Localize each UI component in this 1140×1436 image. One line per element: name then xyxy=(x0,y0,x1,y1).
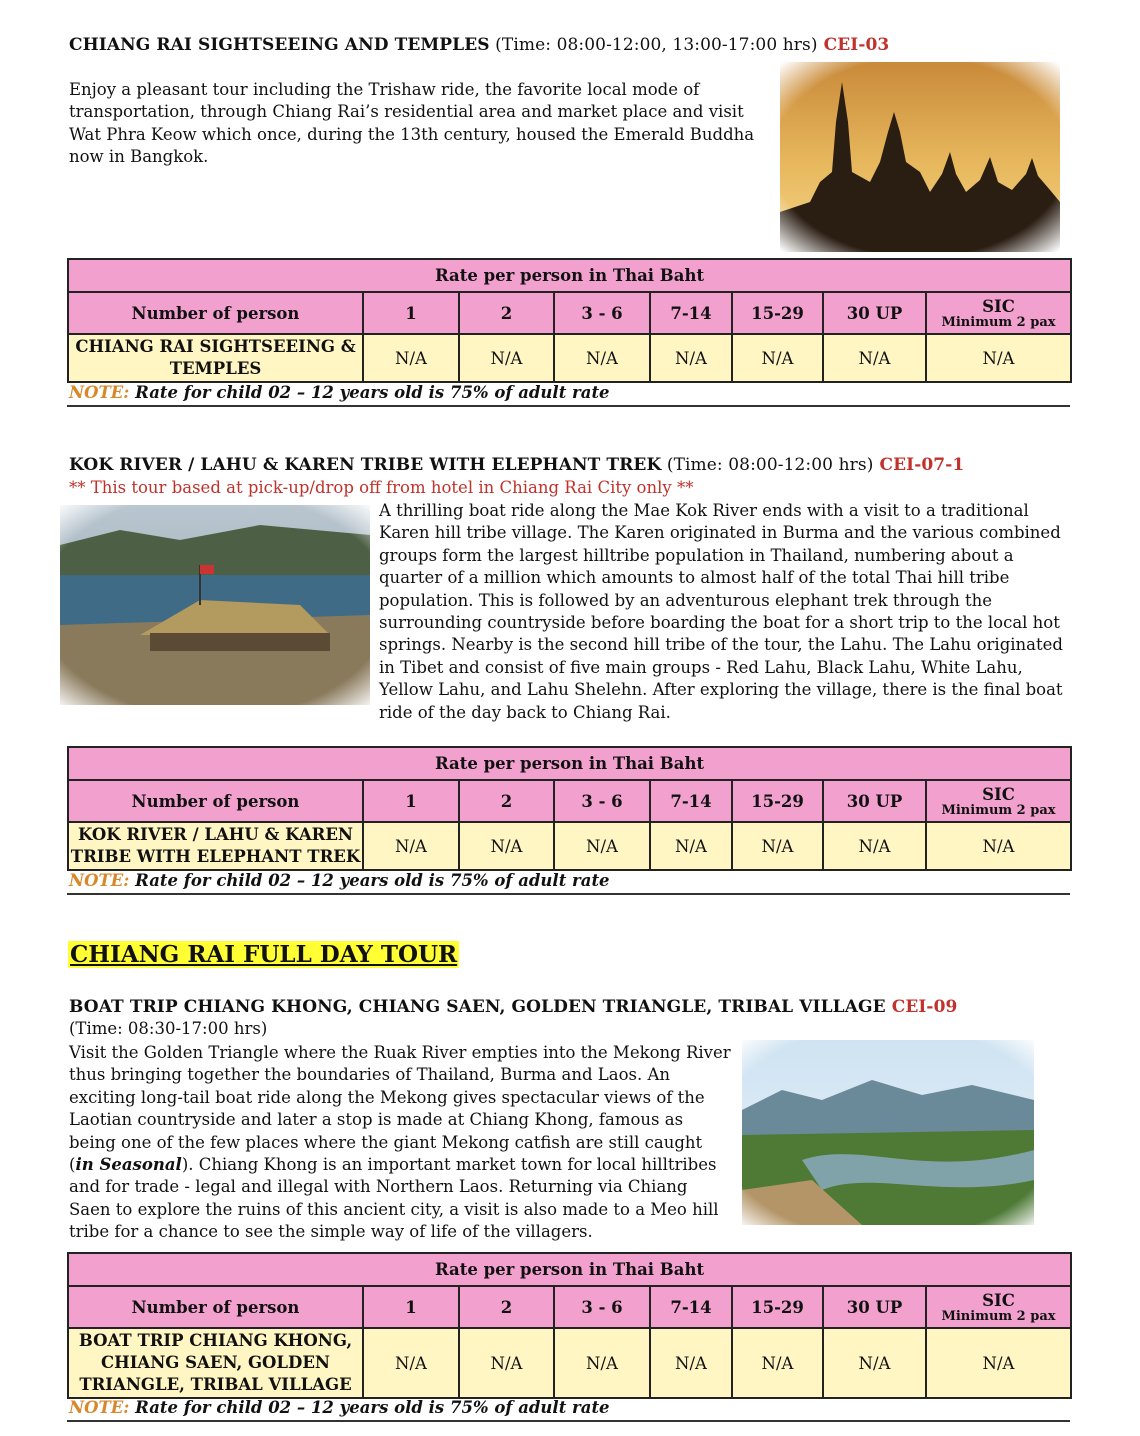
row-name xyxy=(68,1328,363,1398)
description-italic: in Seasonal xyxy=(75,1155,182,1175)
description-text: Enjoy a pleasant tour including the Trishaw ride, the favorite local mode of transportation, through Chiang Rai’s residential area and market place and visit Wat Phra Keow which once, during the 13th century, housed the Emerald Buddha now in Bangkok. xyxy=(69,80,755,167)
rate-cell: N/A xyxy=(650,1328,732,1398)
rate-cell: N/A xyxy=(363,334,459,382)
col-15-29: 15-29 xyxy=(732,292,823,334)
divider xyxy=(67,893,1070,895)
col-7-14: 7-14 xyxy=(650,292,732,334)
tour-3-title-line xyxy=(69,997,957,1017)
rate-header: Rate per person in Thai Baht xyxy=(68,259,1071,292)
note-text: Rate for child 02 – 12 years old is 75% of adult rate xyxy=(129,383,610,402)
rate-cell: N/A xyxy=(459,334,554,382)
col-30-up: 30 UP xyxy=(823,292,926,334)
note-label: NOTE: xyxy=(69,871,130,890)
tour-title: KOK RIVER / LAHU & KAREN TRIBE WITH ELEPHANT TREK xyxy=(69,455,662,475)
sic-minimum: Minimum 2 pax xyxy=(941,1308,1056,1324)
tour-3-time: (Time: 08:30-17:00 hrs) xyxy=(69,1019,268,1038)
tour-title: CHIANG RAI SIGHTSEEING AND TEMPLES xyxy=(69,35,490,55)
row-name xyxy=(68,334,363,382)
col-number-of-person: Number of person xyxy=(68,292,363,334)
divider xyxy=(67,1420,1070,1422)
rate-cell: N/A xyxy=(823,1328,926,1398)
rate-cell: N/A xyxy=(823,822,926,870)
sic-label: SIC xyxy=(982,1290,1015,1310)
col-7-14: 7-14 xyxy=(650,780,732,822)
note-text: Rate for child 02 – 12 years old is 75% of adult rate xyxy=(129,871,610,890)
rate-cell: N/A xyxy=(363,1328,459,1398)
row-name-line: CHIANG RAI SIGHTSEEING & xyxy=(75,337,356,356)
river-boat-photo xyxy=(60,505,370,705)
row-name-line: CHIANG SAEN, GOLDEN xyxy=(100,1353,330,1372)
col-1: 1 xyxy=(363,292,459,334)
rate-cell: N/A xyxy=(554,822,650,870)
col-sic xyxy=(926,780,1071,822)
col-30-up: 30 UP xyxy=(823,1286,926,1328)
rate-cell: N/A xyxy=(459,1328,554,1398)
col-15-29: 15-29 xyxy=(732,1286,823,1328)
col-2: 2 xyxy=(459,292,554,334)
col-number-of-person: Number of person xyxy=(68,1286,363,1328)
tour-3-child-note xyxy=(69,1398,610,1417)
col-sic xyxy=(926,292,1071,334)
rate-cell: N/A xyxy=(926,1328,1071,1398)
note-text: Rate for child 02 – 12 years old is 75% of adult rate xyxy=(129,1398,610,1417)
rate-cell: N/A xyxy=(459,822,554,870)
col-sic xyxy=(926,1286,1071,1328)
tour-code: CEI-03 xyxy=(817,35,890,55)
description-part: ). Chiang Khong is an important market town for local hilltribes and for trade - legal and illegal with Northern Laos. Returning via Chiang Saen to explore the ruins of this ancient city, a visit is also made to a Meo hill tribe for a chance to see the simple way of life of the villagers. xyxy=(69,1155,719,1242)
rate-cell: N/A xyxy=(823,334,926,382)
sic-minimum: Minimum 2 pax xyxy=(941,802,1056,818)
sic-minimum: Minimum 2 pax xyxy=(941,314,1056,330)
rate-cell: N/A xyxy=(554,1328,650,1398)
col-2: 2 xyxy=(459,1286,554,1328)
temple-photo xyxy=(780,62,1060,252)
description-part: Visit the Golden Triangle where the Ruak River empties into the Mekong River thus bringing together the boundaries of Thailand, Burma and Laos. An exciting long-tail boat ride along the Mekong gives spectacular views of the Laotian countryside and later a stop is made at Chiang Khong, famous as being one of the few places where the giant Mekong catfish are still caught ( xyxy=(69,1043,731,1175)
row-name xyxy=(68,822,363,870)
rate-cell: N/A xyxy=(926,334,1071,382)
col-2: 2 xyxy=(459,780,554,822)
col-3-6: 3 - 6 xyxy=(554,1286,650,1328)
col-3-6: 3 - 6 xyxy=(554,780,650,822)
tour-2-title-line xyxy=(69,455,964,475)
tour-3-description xyxy=(69,1042,731,1244)
row-name-line: KOK RIVER / LAHU & KAREN xyxy=(77,825,353,844)
tour-2-child-note xyxy=(69,871,610,890)
sic-label: SIC xyxy=(982,784,1015,804)
row-name-line: TRIANGLE, TRIBAL VILLAGE xyxy=(79,1375,352,1394)
rate-header: Rate per person in Thai Baht xyxy=(68,747,1071,780)
description-text xyxy=(69,1042,731,1244)
note-label: NOTE: xyxy=(69,383,130,402)
tour-2-pickup-note: ** This tour based at pick-up/drop off from hotel in Chiang Rai City only ** xyxy=(69,478,694,497)
tour-2-rate-table xyxy=(67,746,1072,871)
tour-title: BOAT TRIP CHIANG KHONG, CHIANG SAEN, GOLDEN TRIANGLE, TRIBAL VILLAGE xyxy=(69,997,886,1017)
rate-cell: N/A xyxy=(732,822,823,870)
tour-3-rate-table xyxy=(67,1252,1072,1399)
rate-cell: N/A xyxy=(732,334,823,382)
col-15-29: 15-29 xyxy=(732,780,823,822)
row-name-line: TRIBE WITH ELEPHANT TREK xyxy=(70,847,361,866)
col-1: 1 xyxy=(363,780,459,822)
description-text: A thrilling boat ride along the Mae Kok River ends with a visit to a traditional Karen hill tribe village. The Karen originated in Burma and the various combined groups form the largest hilltribe population in Thailand, numbering about a quarter of a million which amounts to almost half of the total Thai hill tribe population. This is followed by an adventurous elephant trek through the surrounding countryside before boarding the boat for a short trip to the local hot springs. Nearby is the second hill tribe of the tour, the Lahu. The Lahu originated in Tibet and consist of five main groups - Red Lahu, Black Lahu, White Lahu, Yellow Lahu, and Lahu Shelehn. After exploring the village, there is the final boat ride of the day back to Chiang Rai. xyxy=(379,501,1063,722)
rate-cell: N/A xyxy=(650,334,732,382)
rate-cell: N/A xyxy=(554,334,650,382)
tour-code: CEI-07-1 xyxy=(873,455,965,475)
golden-triangle-photo xyxy=(742,1040,1034,1225)
note-label: NOTE: xyxy=(69,1398,130,1417)
rate-header: Rate per person in Thai Baht xyxy=(68,1253,1071,1286)
col-1: 1 xyxy=(363,1286,459,1328)
tour-1-child-note xyxy=(69,383,610,402)
section-title: CHIANG RAI FULL DAY TOUR xyxy=(70,941,458,968)
col-number-of-person: Number of person xyxy=(68,780,363,822)
row-name-line: TEMPLES xyxy=(169,359,262,378)
rate-cell: N/A xyxy=(363,822,459,870)
rate-cell: N/A xyxy=(732,1328,823,1398)
rate-cell: N/A xyxy=(926,822,1071,870)
tour-2-description xyxy=(379,500,1069,724)
tour-time: (Time: 08:00-12:00 hrs) xyxy=(661,455,874,475)
tour-1-title-line xyxy=(69,35,889,55)
sic-label: SIC xyxy=(982,296,1015,316)
tour-1-rate-table xyxy=(67,258,1072,383)
col-30-up: 30 UP xyxy=(823,780,926,822)
col-7-14: 7-14 xyxy=(650,1286,732,1328)
rate-cell: N/A xyxy=(650,822,732,870)
tour-1-description xyxy=(69,79,769,169)
row-name-line: BOAT TRIP CHIANG KHONG, xyxy=(78,1331,353,1350)
divider xyxy=(67,405,1070,407)
col-3-6: 3 - 6 xyxy=(554,292,650,334)
tour-time: (Time: 08:00-12:00, 13:00-17:00 hrs) xyxy=(489,35,818,55)
tour-code: CEI-09 xyxy=(885,997,958,1017)
